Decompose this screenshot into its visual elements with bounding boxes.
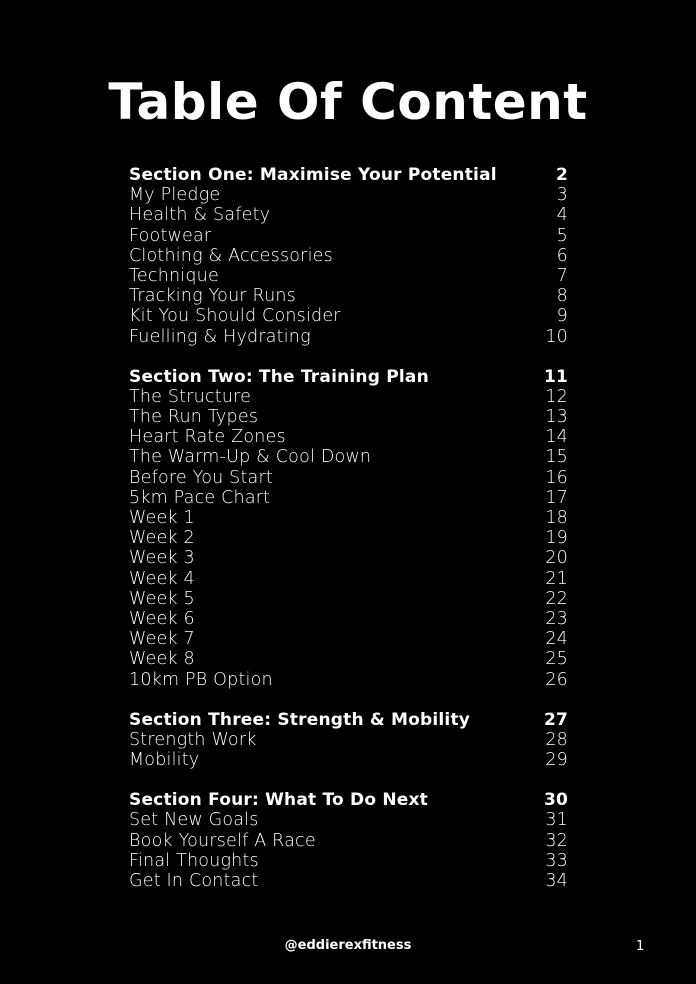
toc-entry-label: Week 7 bbox=[129, 629, 195, 650]
toc-entry[interactable] bbox=[129, 246, 568, 266]
toc-entry-label: Health & Safety bbox=[129, 205, 271, 226]
toc-entry-label: Heart Rate Zones bbox=[129, 427, 286, 448]
toc-entry[interactable] bbox=[129, 670, 568, 690]
toc-section-heading[interactable] bbox=[129, 367, 568, 387]
toc-entry-page: 18 bbox=[545, 508, 568, 528]
toc-entry-label: Week 3 bbox=[129, 548, 195, 569]
toc-entry[interactable] bbox=[129, 730, 568, 750]
toc-entry-page: 24 bbox=[545, 629, 568, 650]
toc-section-heading[interactable] bbox=[129, 790, 568, 810]
toc-entry-label: Strength Work bbox=[129, 729, 257, 750]
toc-entry-page: 5 bbox=[556, 225, 568, 246]
toc-entry[interactable] bbox=[129, 629, 568, 649]
toc-entry-page: 6 bbox=[556, 245, 568, 266]
toc-entry[interactable] bbox=[129, 871, 568, 891]
toc-entry-label: The Warm-Up & Cool Down bbox=[129, 447, 372, 468]
toc-entry[interactable] bbox=[129, 548, 568, 568]
toc-entry[interactable] bbox=[129, 205, 568, 225]
toc-entry-label: Week 2 bbox=[129, 528, 195, 549]
toc-entry-page: 15 bbox=[545, 447, 568, 468]
toc-entry[interactable] bbox=[129, 306, 568, 326]
toc-entry[interactable] bbox=[129, 609, 568, 629]
toc-entry-page: 13 bbox=[545, 407, 568, 428]
toc-entry[interactable] bbox=[129, 488, 568, 508]
toc-entry-label: Final Thoughts bbox=[129, 850, 259, 871]
toc-entry-label: Section Two: The Training Plan bbox=[129, 366, 429, 387]
toc-entry-page: 34 bbox=[545, 871, 568, 891]
toc-entry-page: 2 bbox=[555, 165, 568, 185]
toc-entry-page: 31 bbox=[545, 810, 568, 831]
toc-entry-label: Fuelling & Hydrating bbox=[129, 326, 311, 347]
toc-entry-page: 12 bbox=[545, 386, 568, 407]
toc-entry-page: 28 bbox=[545, 729, 568, 750]
toc-entry-label: Week 5 bbox=[129, 588, 195, 609]
toc-entry[interactable] bbox=[129, 286, 568, 306]
toc-entry[interactable] bbox=[129, 508, 568, 528]
page-title: Table Of Content bbox=[108, 73, 588, 131]
toc-entry-page: 8 bbox=[556, 286, 568, 307]
toc-entry-label: 5km Pace Chart bbox=[129, 487, 271, 508]
toc-entry[interactable] bbox=[129, 569, 568, 589]
toc-entry-page: 33 bbox=[545, 850, 568, 871]
toc-entry[interactable] bbox=[129, 851, 568, 871]
toc-entry[interactable] bbox=[129, 810, 568, 830]
toc-entry[interactable] bbox=[129, 387, 568, 407]
toc-entry-label: Get In Contact bbox=[129, 871, 259, 891]
toc-entry-page: 22 bbox=[545, 588, 568, 609]
toc-entry[interactable] bbox=[129, 468, 568, 488]
toc-entry[interactable] bbox=[129, 427, 568, 447]
toc-entry[interactable] bbox=[129, 589, 568, 609]
toc-entry[interactable] bbox=[129, 185, 568, 205]
toc-entry-label: Mobility bbox=[129, 750, 200, 771]
toc-entry-page: 10 bbox=[545, 326, 568, 347]
toc-entry-page: 3 bbox=[556, 185, 568, 206]
toc-entry[interactable] bbox=[129, 649, 568, 669]
toc-entry-page: 20 bbox=[545, 548, 568, 569]
toc-entry-label: Footwear bbox=[129, 225, 212, 246]
toc-entry[interactable] bbox=[129, 831, 568, 851]
toc-entry[interactable] bbox=[129, 226, 568, 246]
toc-section-one bbox=[129, 165, 568, 347]
toc-entry-label: Technique bbox=[129, 265, 219, 286]
toc-entry-page: 9 bbox=[556, 306, 568, 327]
toc-entry-label: The Run Types bbox=[129, 407, 259, 428]
toc-entry-label: Book Yourself A Race bbox=[129, 830, 316, 851]
toc-section-heading[interactable] bbox=[129, 165, 568, 185]
toc-entry-page: 32 bbox=[545, 830, 568, 851]
toc-section-two bbox=[129, 367, 568, 690]
toc-entry[interactable] bbox=[129, 327, 568, 347]
toc-entry[interactable] bbox=[129, 447, 568, 467]
toc-entry[interactable] bbox=[129, 407, 568, 427]
toc-entry[interactable] bbox=[129, 266, 568, 286]
toc-entry-label: Set New Goals bbox=[129, 810, 259, 831]
toc-entry-page: 23 bbox=[545, 608, 568, 629]
toc-entry-label: Section One: Maximise Your Potential bbox=[129, 165, 497, 185]
toc-entry-label: Week 1 bbox=[129, 508, 195, 528]
toc-entry-page: 21 bbox=[545, 568, 568, 589]
toc-entry-page: 14 bbox=[545, 427, 568, 448]
toc-entry-page: 16 bbox=[545, 467, 568, 488]
toc-entry-label: Week 6 bbox=[129, 608, 195, 629]
toc-entry-page: 4 bbox=[556, 205, 568, 226]
toc-entry-page: 29 bbox=[545, 750, 568, 771]
toc-entry-page: 11 bbox=[543, 366, 568, 387]
toc-entry-page: 27 bbox=[543, 709, 568, 730]
toc-section-three bbox=[129, 710, 568, 771]
toc-entry-label: Clothing & Accessories bbox=[129, 245, 333, 266]
toc-entry-label: Week 4 bbox=[129, 568, 195, 589]
toc-entry-label: Kit You Should Consider bbox=[129, 306, 341, 327]
footer-social-handle: @eddierexfitness bbox=[284, 938, 412, 953]
toc-entry[interactable] bbox=[129, 528, 568, 548]
toc-entry-page: 26 bbox=[545, 669, 568, 690]
footer-page-number: 1 bbox=[636, 939, 645, 954]
toc-section-four bbox=[129, 790, 568, 891]
toc-entry-page: 7 bbox=[556, 265, 568, 286]
toc-entry-page: 17 bbox=[545, 487, 568, 508]
toc-entry-label: My Pledge bbox=[129, 185, 221, 206]
toc-entry-label: Before You Start bbox=[129, 467, 273, 488]
toc-entry-page: 30 bbox=[543, 790, 568, 811]
toc-entry-label: Section Three: Strength & Mobility bbox=[129, 709, 471, 730]
toc-entry-page: 25 bbox=[545, 649, 568, 670]
toc-entry-label: The Structure bbox=[129, 386, 252, 407]
toc-entry-label: Tracking Your Runs bbox=[129, 286, 297, 307]
toc-entry-page: 19 bbox=[545, 528, 568, 549]
table-of-contents bbox=[129, 165, 568, 911]
toc-entry[interactable] bbox=[129, 750, 568, 770]
toc-entry-label: Section Four: What To Do Next bbox=[129, 790, 428, 811]
toc-section-heading[interactable] bbox=[129, 710, 568, 730]
toc-entry-label: 10km PB Option bbox=[129, 669, 273, 690]
toc-entry-label: Week 8 bbox=[129, 649, 195, 670]
